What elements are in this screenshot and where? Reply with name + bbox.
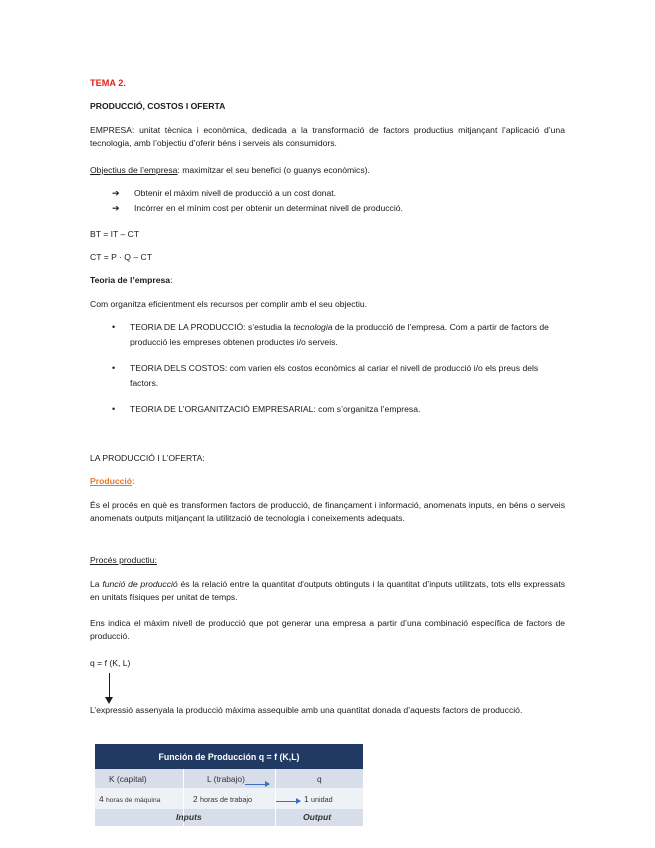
produccio-heading: Producció: bbox=[90, 476, 135, 486]
bullet-icon: • bbox=[112, 363, 116, 373]
topic-title: TEMA 2. bbox=[90, 78, 126, 88]
objective-item: ➔ Obtenir el màxim nivell de producció a un cost donat. bbox=[112, 188, 337, 198]
empresa-definition: EMPRESA: unitat tècnica i econòmica, dedicada a la transformació de factors productius mitjançant l’aplicació d’una tecnologia, amb l’objectiu d’oferir béns i serveis als consumidors. bbox=[90, 125, 565, 148]
objectius-text: : maximitzar el seu benefici (o guanys econòmics). bbox=[177, 165, 370, 175]
objective-item: ➔ Incórrer en el mínim cost per obtenir un determinat nivell de producció. bbox=[112, 203, 403, 213]
list-item: • TEORIA DE LA PRODUCCIÓ: s’estudia la tecnologia de la producció de l’empresa. Com a partir de factors de producció les empreses obtenen productes i/o serveis. bbox=[112, 322, 549, 347]
inputs-label: Inputs bbox=[176, 812, 202, 822]
expressio-paragraph: L’expressió assenyala la producció màxima assequible amb una quantitat donada d’aquests factors de producció. bbox=[90, 705, 523, 715]
teoria-label: Teoria de l’empresa bbox=[90, 275, 171, 285]
output-label: Output bbox=[303, 812, 332, 822]
arrow-right-icon: ➔ bbox=[112, 203, 120, 213]
list-item: • TEORIA DELS COSTOS: com varien els costos econòmics al cariar el nivell de producció i/o els preus dels factors. bbox=[112, 363, 539, 388]
objectius-line bbox=[90, 164, 370, 177]
arrow-right-icon bbox=[276, 801, 300, 802]
list-item: • TEORIA DE L’ORGANITZACIÓ EMPRESARIAL: com s’organitza l’empresa. bbox=[112, 402, 564, 417]
arrow-down-icon bbox=[105, 697, 113, 704]
bullet-icon: • bbox=[112, 404, 116, 414]
header-q: q bbox=[317, 774, 322, 784]
formula-ct: CT = P · Q – CT bbox=[90, 252, 153, 262]
chapter-heading: PRODUCCIÓ, COSTOS I OFERTA bbox=[90, 101, 226, 111]
arrow-right-icon: ➔ bbox=[112, 188, 120, 198]
l-value: 2 horas de trabajo bbox=[193, 794, 252, 804]
q-value: 1 unidad bbox=[304, 794, 333, 804]
maxim-paragraph: Ens indica el màxim nivell de producció que pot generar una empresa a partir d’una combinació específica de factors de producció. bbox=[90, 618, 565, 641]
section-title: LA PRODUCCIÓ I L’OFERTA: bbox=[90, 453, 205, 463]
k-value: 4 horas de máquina bbox=[99, 794, 161, 804]
teoria-line: Teoria de l’empresa: bbox=[90, 275, 173, 285]
funcio-paragraph: La funció de producció és la relació entre la quantitat d'outputs obtinguts i la quantitat d’inputs utilitzats, tots ells expressats en unitats físiques per unitat de temps. bbox=[90, 579, 566, 602]
header-k: K (capital) bbox=[109, 774, 147, 784]
arrow-right-icon bbox=[245, 784, 269, 785]
teoria-intro: Com organitza eficientment els recursos per complir amb el seu objectiu. bbox=[90, 299, 368, 309]
header-l: L (trabajo) bbox=[207, 774, 245, 784]
production-function-table bbox=[95, 744, 363, 826]
proces-heading: Procés productiu: bbox=[90, 555, 157, 565]
bullet-icon: • bbox=[112, 322, 116, 332]
objectius-label: Objectius de l’empresa bbox=[90, 165, 178, 175]
formula-bt: BT = IT – CT bbox=[90, 229, 140, 239]
q-formula: q = f (K, L) bbox=[90, 658, 131, 668]
table-title: Función de Producción q = f (K,L) bbox=[95, 744, 363, 769]
produccio-definition: És el procés en què es transformen factors de producció, de finançament i informació, anomenats inputs, en béns o serveis anomenats outputs mitjançant la utilització de tecnologia i coneixements adequats. bbox=[90, 500, 565, 523]
produccio-label: Producció bbox=[90, 476, 133, 486]
column-divider bbox=[275, 769, 276, 826]
